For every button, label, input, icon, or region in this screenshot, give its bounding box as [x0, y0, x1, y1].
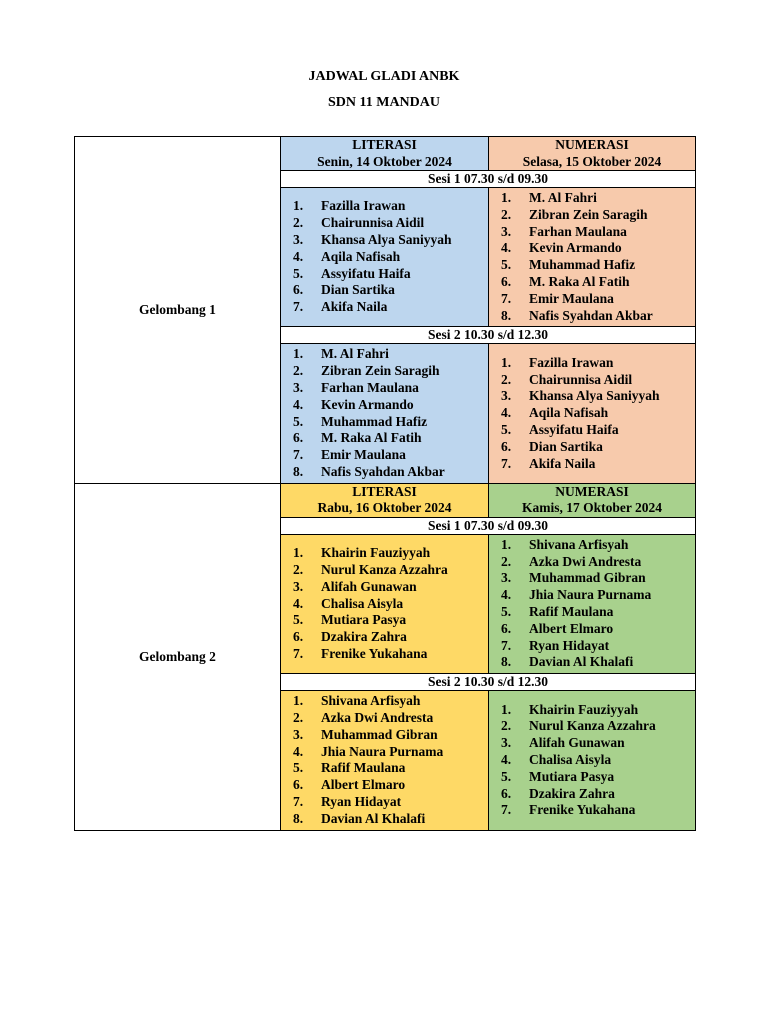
- list-item: [501, 537, 695, 554]
- list-item: [293, 232, 488, 249]
- list-number: 4.: [501, 587, 512, 603]
- list-number: 2.: [293, 709, 304, 725]
- list-item: [501, 372, 695, 389]
- student-name: Frenike Yukahana: [529, 802, 636, 818]
- list-number: 6.: [293, 430, 304, 446]
- list-number: 4.: [293, 396, 304, 412]
- student-name: Shivana Arfisyah: [529, 536, 629, 552]
- student-name: Alifah Gunawan: [321, 578, 417, 594]
- list-item: [501, 638, 695, 655]
- g1-literasi-title: LITERASI: [352, 137, 417, 152]
- list-number: 7.: [293, 793, 304, 809]
- list-item: [501, 405, 695, 422]
- g2-numerasi-header: [489, 483, 696, 517]
- student-name: Farhan Maulana: [321, 379, 419, 395]
- list-number: 2.: [293, 363, 304, 379]
- list-item: [293, 562, 488, 579]
- list-number: 5.: [501, 768, 512, 784]
- list-number: 2.: [501, 553, 512, 569]
- list-item: [293, 282, 488, 299]
- list-number: 1.: [293, 198, 304, 214]
- student-name: Frenike Yukahana: [321, 645, 428, 661]
- list-item: [501, 587, 695, 604]
- list-item: [293, 266, 488, 283]
- g2-sesi2-label: Sesi 2 10.30 s/d 12.30: [281, 674, 696, 691]
- list-number: 1.: [501, 190, 512, 205]
- student-name: Dian Sartika: [529, 438, 603, 454]
- student-name: Ryan Hidayat: [321, 793, 402, 809]
- list-item: [501, 735, 695, 752]
- list-number: 4.: [501, 751, 512, 767]
- list-number: 5.: [293, 612, 304, 628]
- name-list: [281, 543, 488, 665]
- list-item: [293, 346, 488, 363]
- list-item: [293, 811, 488, 828]
- list-item: [501, 702, 695, 719]
- student-name: Alifah Gunawan: [529, 735, 625, 751]
- list-number: 3.: [293, 726, 304, 742]
- list-number: 1.: [501, 536, 512, 552]
- g2-header-row: [75, 483, 696, 517]
- student-name: Ryan Hidayat: [529, 637, 610, 653]
- list-number: 5.: [501, 421, 512, 437]
- list-number: 3.: [501, 388, 512, 404]
- student-name: Khairin Fauziyyah: [321, 545, 431, 561]
- student-name: Rafif Maulana: [529, 603, 614, 619]
- student-name: Aqila Nafisah: [321, 248, 401, 264]
- list-number: 7.: [501, 455, 512, 471]
- student-name: Kevin Armando: [529, 240, 622, 256]
- list-item: [293, 414, 488, 431]
- list-item: [501, 621, 695, 638]
- list-item: [293, 198, 488, 215]
- student-name: Davian Al Khalafi: [321, 810, 426, 826]
- list-item: [501, 257, 695, 274]
- list-item: [293, 363, 488, 380]
- student-name: Nurul Kanza Azzahra: [321, 561, 448, 577]
- student-name: Azka Dwi Andresta: [529, 553, 642, 569]
- student-name: Chairunnisa Aidil: [321, 215, 425, 231]
- list-item: [293, 545, 488, 562]
- list-number: 6.: [501, 620, 512, 636]
- list-item: [293, 727, 488, 744]
- g1-numerasi-header: [489, 137, 696, 171]
- list-item: [501, 355, 695, 372]
- list-number: 7.: [501, 802, 512, 818]
- student-name: Zibran Zein Saragih: [321, 363, 440, 379]
- student-name: Shivana Arfisyah: [321, 693, 421, 709]
- list-number: 5.: [501, 603, 512, 619]
- list-item: [501, 769, 695, 786]
- student-name: Akifa Naila: [529, 455, 596, 471]
- list-item: [293, 447, 488, 464]
- list-item: [293, 760, 488, 777]
- student-name: M. Al Fahri: [321, 346, 389, 362]
- name-list: [489, 700, 695, 822]
- student-name: Aqila Nafisah: [529, 405, 609, 421]
- list-number: 1.: [293, 346, 304, 362]
- student-name: Assyifatu Haifa: [529, 421, 619, 437]
- student-name: Nurul Kanza Azzahra: [529, 718, 656, 734]
- student-name: Khansa Alya Saniyyah: [321, 231, 452, 247]
- list-item: [501, 570, 695, 587]
- school-name: SDN 11 MANDAU: [328, 95, 440, 110]
- list-number: 3.: [501, 570, 512, 586]
- student-name: Kevin Armando: [321, 396, 414, 412]
- list-number: 1.: [501, 354, 512, 370]
- name-list: [281, 691, 488, 829]
- schedule-table: [74, 136, 696, 831]
- list-item: [501, 786, 695, 803]
- g2-literasi-title: LITERASI: [352, 483, 417, 499]
- g1-literasi-sesi2: [281, 344, 489, 483]
- list-number: 6.: [501, 438, 512, 454]
- list-item: [293, 744, 488, 761]
- student-name: Dian Sartika: [321, 282, 395, 298]
- list-item: [293, 215, 488, 232]
- student-name: Jhia Naura Purnama: [529, 587, 652, 603]
- list-item: [293, 299, 488, 316]
- list-number: 4.: [501, 240, 512, 256]
- list-item: [293, 249, 488, 266]
- g2-label: Gelombang 2: [75, 483, 281, 830]
- student-name: Dzakira Zahra: [529, 785, 615, 801]
- list-item: [293, 380, 488, 397]
- list-number: 3.: [293, 578, 304, 594]
- list-item: [501, 604, 695, 621]
- student-name: Nafis Syahdan Akbar: [529, 307, 653, 323]
- name-list: [281, 196, 488, 318]
- student-name: Khansa Alya Saniyyah: [529, 388, 660, 404]
- student-name: Mutiara Pasya: [321, 612, 407, 628]
- list-item: [293, 464, 488, 481]
- student-name: Muhammad Hafiz: [529, 257, 636, 273]
- student-name: M. Raka Al Fatih: [321, 430, 422, 446]
- g1-numerasi-sesi1: [489, 188, 696, 327]
- student-name: Nafis Syahdan Akbar: [321, 463, 445, 479]
- g1-numerasi-date: Selasa, 15 Oktober 2024: [522, 153, 662, 169]
- student-name: Emir Maulana: [321, 447, 406, 463]
- g2-numerasi-title: NUMERASI: [555, 483, 629, 499]
- student-name: Jhia Naura Purnama: [321, 743, 444, 759]
- list-item: [293, 629, 488, 646]
- g2-literasi-header: [281, 483, 489, 517]
- list-number: 8.: [293, 810, 304, 826]
- list-number: 7.: [293, 299, 304, 315]
- student-name: Fazilla Irawan: [529, 354, 614, 370]
- list-number: 2.: [501, 206, 512, 222]
- list-number: 5.: [501, 257, 512, 273]
- list-item: [293, 612, 488, 629]
- list-number: 4.: [293, 248, 304, 264]
- list-number: 5.: [293, 760, 304, 776]
- g1-numerasi-sesi2: [489, 344, 696, 483]
- g2-numerasi-sesi1: [489, 534, 696, 673]
- student-name: Chalisa Aisyla: [321, 595, 404, 611]
- g1-header-row: [75, 137, 696, 171]
- student-name: Muhammad Gibran: [321, 726, 438, 742]
- list-item: [293, 693, 488, 710]
- name-list: [489, 353, 695, 475]
- list-item: [501, 802, 695, 819]
- list-item: [293, 777, 488, 794]
- student-name: Chalisa Aisyla: [529, 751, 612, 767]
- g2-numerasi-date: Kamis, 17 Oktober 2024: [521, 500, 662, 516]
- list-number: 1.: [293, 693, 304, 709]
- list-item: [501, 718, 695, 735]
- list-number: 1.: [293, 545, 304, 561]
- list-item: [293, 710, 488, 727]
- document-title: JADWAL GLADI ANBK: [308, 69, 460, 84]
- list-number: 3.: [501, 735, 512, 751]
- student-name: M. Al Fahri: [529, 190, 597, 205]
- list-item: [501, 190, 695, 207]
- g1-numerasi-title: NUMERASI: [555, 137, 629, 152]
- g2-numerasi-sesi2: [489, 691, 696, 830]
- student-name: Davian Al Khalafi: [529, 654, 634, 670]
- list-number: 7.: [501, 637, 512, 653]
- g1-literasi-header: [281, 137, 489, 171]
- list-item: [501, 388, 695, 405]
- list-item: [501, 240, 695, 257]
- student-name: Mutiara Pasya: [529, 768, 615, 784]
- g1-label: Gelombang 1: [75, 137, 281, 484]
- list-item: [501, 308, 695, 325]
- list-number: 4.: [293, 595, 304, 611]
- list-number: 3.: [501, 223, 512, 239]
- list-number: 7.: [293, 447, 304, 463]
- g1-sesi2-label: Sesi 2 10.30 s/d 12.30: [281, 327, 696, 344]
- name-list: [489, 188, 695, 326]
- list-item: [501, 439, 695, 456]
- list-item: [293, 794, 488, 811]
- list-number: 7.: [293, 645, 304, 661]
- list-number: 4.: [501, 405, 512, 421]
- student-name: Rafif Maulana: [321, 760, 406, 776]
- list-number: 2.: [293, 561, 304, 577]
- list-item: [501, 224, 695, 241]
- list-item: [501, 207, 695, 224]
- student-name: Muhammad Gibran: [529, 570, 646, 586]
- student-name: Dzakira Zahra: [321, 629, 407, 645]
- list-number: 6.: [501, 785, 512, 801]
- list-number: 2.: [501, 718, 512, 734]
- list-number: 6.: [293, 282, 304, 298]
- list-number: 1.: [501, 701, 512, 717]
- list-item: [501, 752, 695, 769]
- list-item: [501, 654, 695, 671]
- student-name: Zibran Zein Saragih: [529, 206, 648, 222]
- student-name: Azka Dwi Andresta: [321, 709, 434, 725]
- g1-literasi-date: Senin, 14 Oktober 2024: [317, 153, 452, 169]
- list-number: 2.: [293, 215, 304, 231]
- list-item: [293, 579, 488, 596]
- list-item: [293, 646, 488, 663]
- list-number: 8.: [501, 654, 512, 670]
- g2-literasi-date: Rabu, 16 Oktober 2024: [317, 500, 452, 516]
- student-name: Fazilla Irawan: [321, 198, 406, 214]
- g2-literasi-sesi2: [281, 691, 489, 830]
- list-item: [501, 554, 695, 571]
- list-number: 6.: [501, 273, 512, 289]
- name-list: [281, 344, 488, 482]
- g1-sesi1-label: Sesi 1 07.30 s/d 09.30: [281, 171, 696, 188]
- list-number: 4.: [293, 743, 304, 759]
- student-name: Emir Maulana: [529, 290, 614, 306]
- student-name: Albert Elmaro: [529, 620, 614, 636]
- g2-sesi1-label: Sesi 1 07.30 s/d 09.30: [281, 517, 696, 534]
- list-number: 5.: [293, 265, 304, 281]
- list-number: 3.: [293, 231, 304, 247]
- student-name: Khairin Fauziyyah: [529, 701, 639, 717]
- list-item: [501, 291, 695, 308]
- list-number: 8.: [293, 463, 304, 479]
- g2-literasi-sesi1: [281, 534, 489, 673]
- student-name: Albert Elmaro: [321, 777, 406, 793]
- list-number: 7.: [501, 290, 512, 306]
- list-item: [501, 456, 695, 473]
- list-number: 2.: [501, 371, 512, 387]
- list-number: 3.: [293, 379, 304, 395]
- student-name: M. Raka Al Fatih: [529, 273, 630, 289]
- list-item: [293, 430, 488, 447]
- list-number: 6.: [293, 777, 304, 793]
- list-item: [501, 274, 695, 291]
- g1-literasi-sesi1: [281, 188, 489, 327]
- name-list: [489, 535, 695, 673]
- list-item: [293, 397, 488, 414]
- list-item: [501, 422, 695, 439]
- list-number: 6.: [293, 629, 304, 645]
- student-name: Akifa Naila: [321, 299, 388, 315]
- student-name: Farhan Maulana: [529, 223, 627, 239]
- student-name: Muhammad Hafiz: [321, 413, 428, 429]
- list-item: [293, 596, 488, 613]
- list-number: 5.: [293, 413, 304, 429]
- student-name: Chairunnisa Aidil: [529, 371, 633, 387]
- student-name: Assyifatu Haifa: [321, 265, 411, 281]
- list-number: 8.: [501, 307, 512, 323]
